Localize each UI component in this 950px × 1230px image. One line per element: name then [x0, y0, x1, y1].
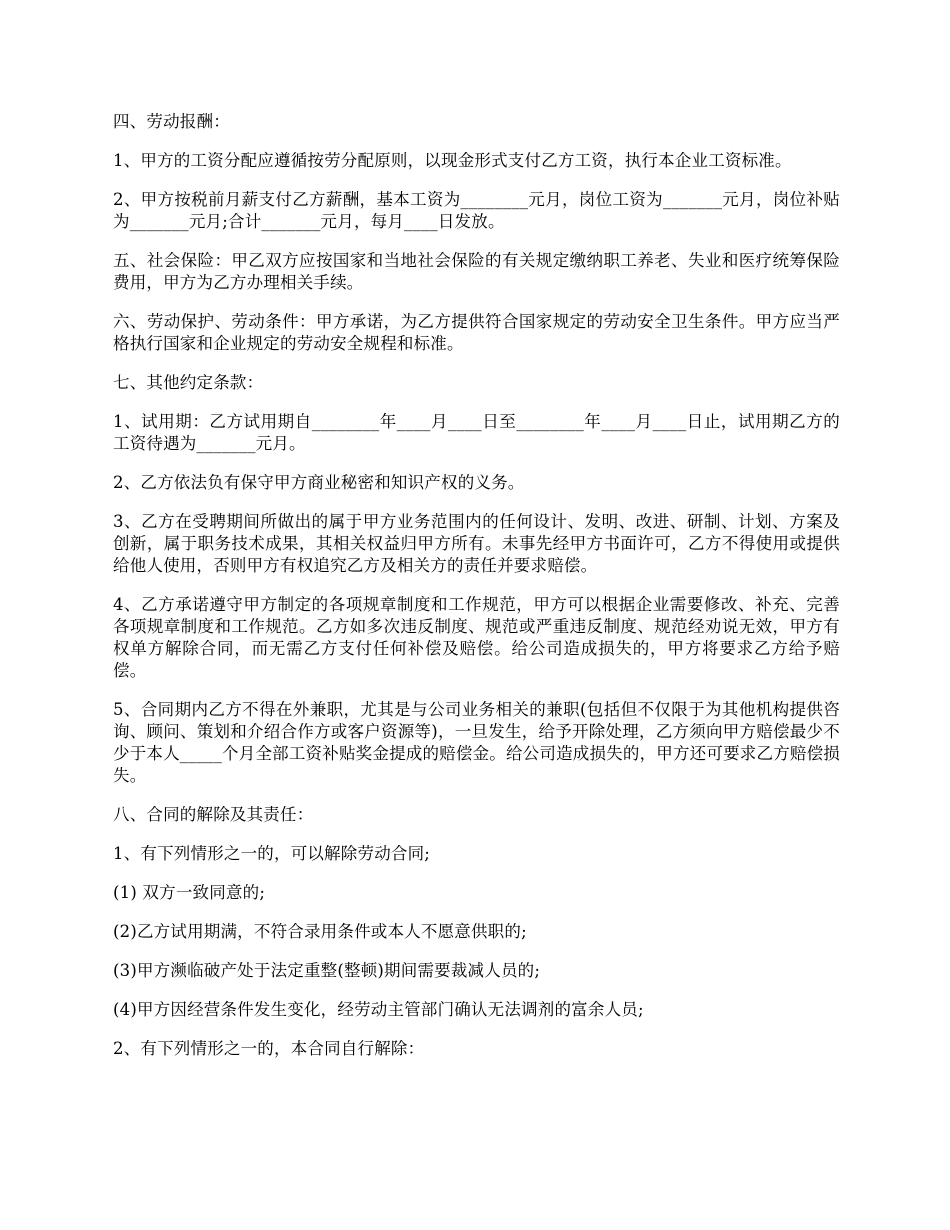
list-item: (1) 双方一致同意的;: [113, 883, 266, 902]
section-heading-4: 四、劳动报酬：: [113, 112, 230, 131]
paragraph: 1、有下列情形之一的，可以解除劳动合同;: [113, 844, 431, 863]
paragraph: 2、甲方按税前月薪支付乙方薪酬，基本工资为________元月，岗位工资为_______元月，岗位补贴为_______元月;合计_______元月，每月____日发放。: [113, 190, 840, 231]
section-heading-5: 五、社会保险：甲乙双方应按国家和当地社会保险的有关规定缴纳职工养老、失业和医疗统筹保险费用，甲方为乙方办理相关手续。: [113, 251, 840, 292]
list-item: (3)甲方濒临破产处于法定重整(整顿)期间需要裁减人员的;: [113, 961, 541, 980]
paragraph: 4、乙方承诺遵守甲方制定的各项规章制度和工作规范，甲方可以根据企业需要修改、补充、完善各项规章制度和工作规范。乙方如多次违反制度、规范或严重违反制度、规范经劝说无效，甲方有权单方解除合同，而无需乙方支付任何补偿及赔偿。给公司造成损失的，甲方将要求乙方给予赔偿。: [113, 595, 840, 680]
paragraph: 3、乙方在受聘期间所做出的属于甲方业务范围内的任何设计、发明、改进、研制、计划、方案及创新，属于职务技术成果，其相关权益归甲方所有。未事先经甲方书面许可，乙方不得使用或提供给他人使用，否则甲方有权追究乙方及相关方的责任并要求赔偿。: [113, 512, 840, 575]
list-item: (2)乙方试用期满，不符合录用条件或本人不愿意供职的;: [113, 922, 527, 941]
paragraph: 5、合同期内乙方不得在外兼职，尤其是与公司业务相关的兼职(包括但不仅限于为其他机构提供咨询、顾问、策划和介绍合作方或客户资源等)，一旦发生，给予开除处理，乙方须向甲方赔偿最少不少于本人_____个月全部工资补贴奖金提成的赔偿金。给公司造成损失的，甲方还可要求乙方赔偿损失。: [113, 700, 840, 785]
section-heading-8: 八、合同的解除及其责任：: [113, 805, 314, 824]
list-item: (4)甲方因经营条件发生变化，经劳动主管部门确认无法调剂的富余人员;: [113, 1000, 644, 1019]
section-heading-6: 六、劳动保护、劳动条件：甲方承诺，为乙方提供符合国家规定的劳动安全卫生条件。甲方应当严格执行国家和企业规定的劳动安全规程和标准。: [113, 312, 840, 353]
paragraph: 2、有下列情形之一的，本合同自行解除：: [113, 1039, 425, 1058]
section-heading-7: 七、其他约定条款：: [113, 373, 264, 392]
paragraph: 2、乙方依法负有保守甲方商业秘密和知识产权的义务。: [113, 473, 525, 492]
paragraph: 1、甲方的工资分配应遵循按劳分配原则，以现金形式支付乙方工资，执行本企业工资标准。: [113, 151, 792, 170]
paragraph: 1、试用期：乙方试用期自________年____月____日至________年____月____日止，试用期乙方的工资待遇为_______元月。: [113, 412, 840, 453]
